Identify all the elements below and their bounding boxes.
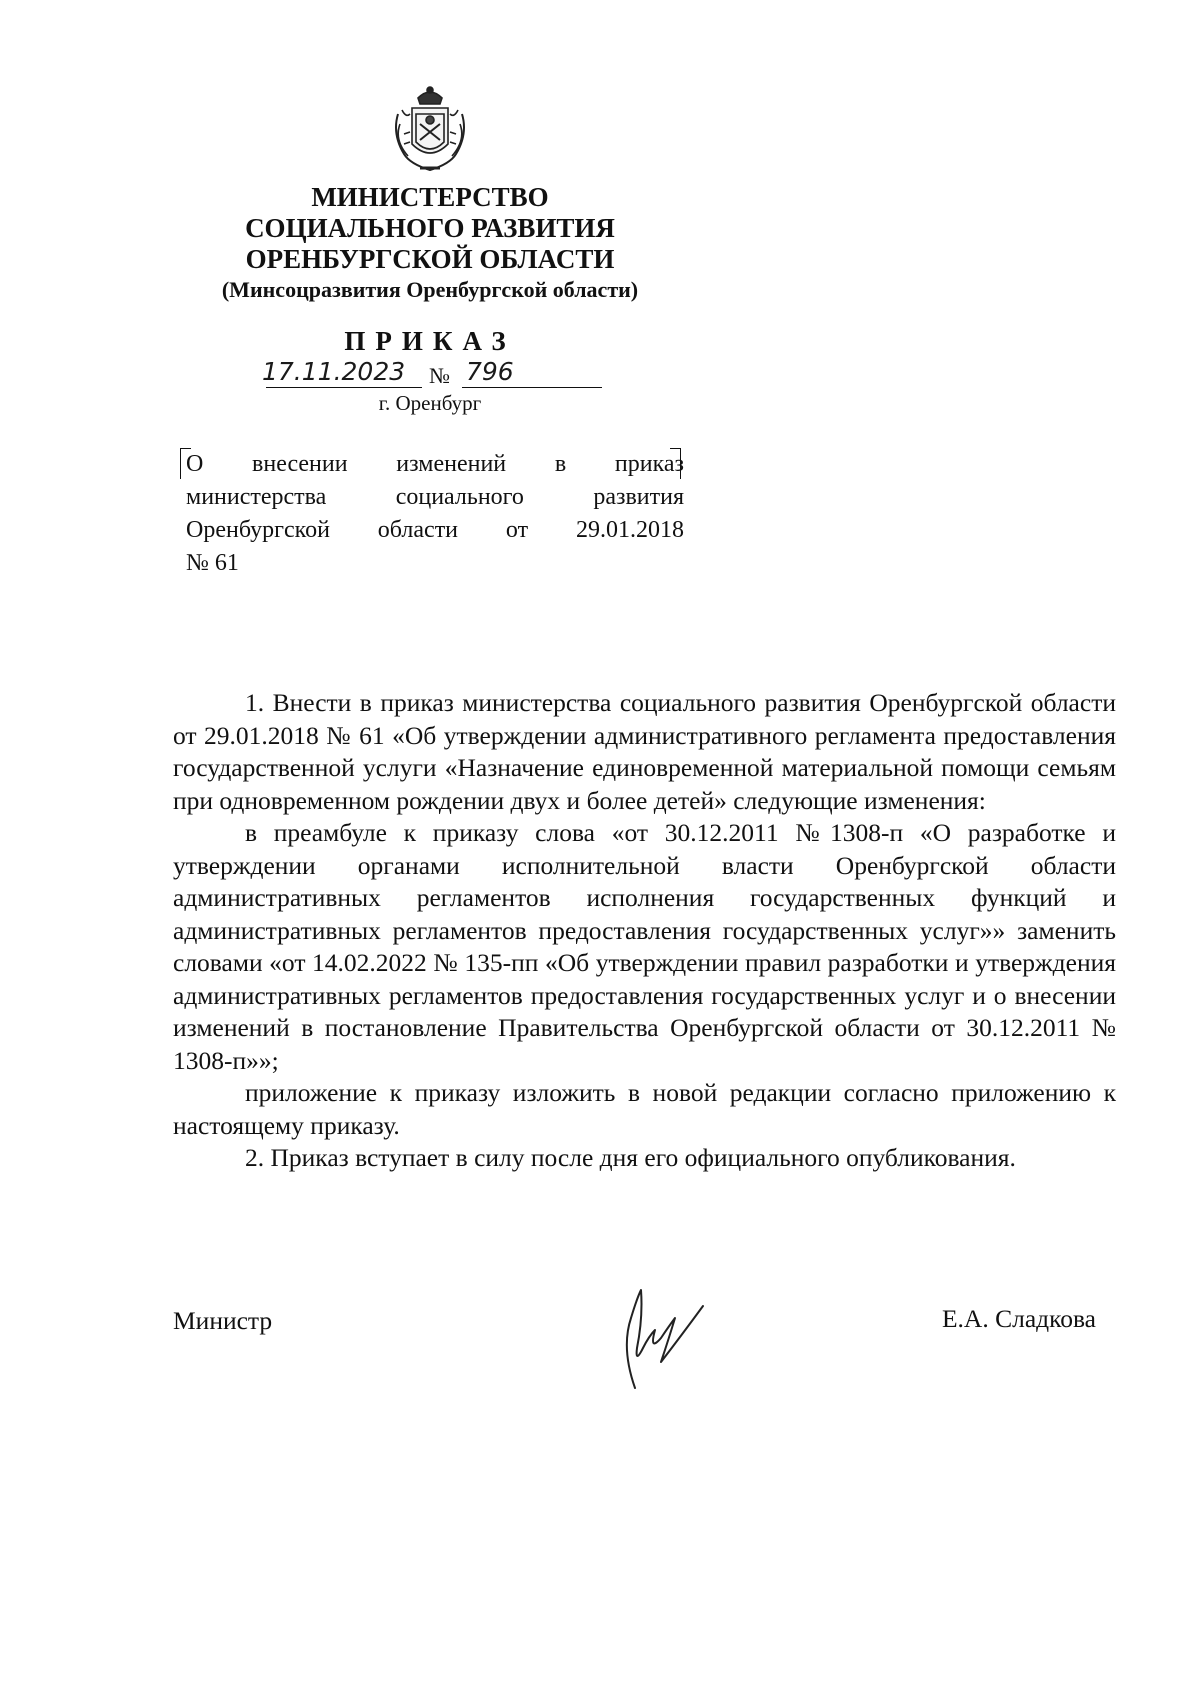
order-number-handwritten: 796 [466,357,514,386]
date-underline [266,387,422,388]
body-paragraph-3: приложение к приказу изложить в новой редакции согласно приложению к настоящему приказу. [173,1078,1116,1140]
number-underline [462,387,602,388]
subject-line-4: № 61 [186,550,239,576]
body-paragraph-4: 2. Приказ вступает в силу после дня его официального опубликования. [245,1143,1016,1172]
subject-line-1: О внесении изменений в приказ [186,451,684,477]
signatory-role: Министр [173,1306,273,1335]
coat-of-arms-emblem-icon [390,84,470,176]
body-paragraph-2: в преамбуле к приказу слова «от 30.12.2011 №1308-п «О разработке и утверждении органами исполнительной власти Оренбургской области административных регламентов исполнения государственных функций и административных регламентов предоставления государственных услуг»» заменить словами «от 14.02.2022 № 135-пп «Об утверждении правил разработки и утверждения административных регламентов предоставления государственных услуг и о внесении изменений в постановление Правительства Оренбургской области от 30.12.2011 № 1308-п»»; [173,818,1116,1075]
order-city: г. Оренбург [378,391,482,415]
order-title: ПРИКАЗ [344,326,516,356]
order-subject [186,448,684,580]
order-date-handwritten: 17.11.2023 [262,357,406,386]
subject-line-2: министерства социального развития [186,484,684,510]
subject-line-3: Оренбургской области от 29.01.2018 [186,517,684,543]
signature-block [173,1300,1116,1410]
ministry-header [180,182,680,303]
ministry-name-line-3: ОРЕНБУРГСКОЙ ОБЛАСТИ [245,244,615,274]
order-body [173,687,1116,1175]
ministry-abbreviation: (Минсоцразвития Оренбургской области) [221,277,639,302]
ministry-name-line-2: СОЦИАЛЬНОГО РАЗВИТИЯ [245,213,615,243]
order-date-number-line [262,357,606,391]
number-sign: № [429,363,450,388]
ministry-name-line-1: МИНИСТЕРСТВО [311,182,549,212]
signatory-name: Е.А. Сладкова [941,1304,1096,1333]
body-paragraph-1: 1. Внести в приказ министерства социального развития Оренбургской области от 29.01.2018 № 61 «Об утверждении административного регламента предоставления государственной услуги «Назначение единовременной материальной помощи семьям при одновременном рождении двух и более детей» следующие изменения: [173,688,1116,815]
handwritten-signature-icon [591,1278,711,1398]
